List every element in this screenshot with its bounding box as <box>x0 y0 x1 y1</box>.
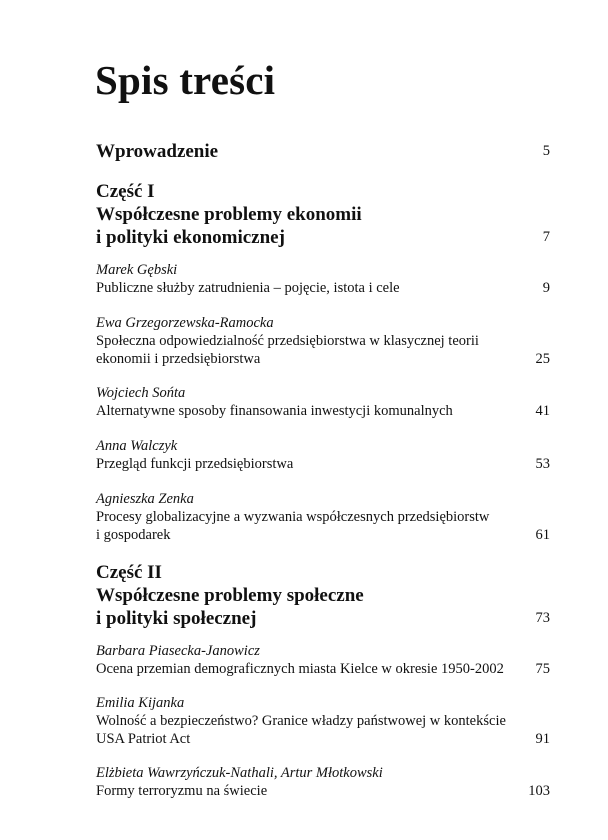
entry-page-number: 103 <box>528 783 550 799</box>
entry-page-number: 53 <box>535 456 550 472</box>
intro-page-number: 5 <box>542 143 550 159</box>
part-label: Część I <box>96 181 155 202</box>
entry-title: Przegląd funkcji przedsiębiorstwa <box>96 456 294 472</box>
entry-author: Barbara Piasecka-Janowicz <box>96 643 260 659</box>
toc-entry[interactable] <box>96 384 550 420</box>
entry-author: Agnieszka Zenka <box>96 491 194 507</box>
entry-title: Publiczne służby zatrudnienia – pojęcie, istota i cele <box>96 280 400 296</box>
toc-entry[interactable] <box>96 261 550 297</box>
entry-title: Procesy globalizacyjne a wyzwania współczesnych przedsiębiorstw <box>96 509 490 525</box>
toc-part-1[interactable] <box>96 180 550 249</box>
toc-entry[interactable] <box>96 764 550 800</box>
entry-title: ekonomii i przedsiębiorstwa <box>96 351 261 367</box>
toc-entry[interactable] <box>96 642 550 678</box>
part-page-number: 73 <box>535 610 550 626</box>
toc-entry[interactable] <box>96 490 550 544</box>
entry-page-number: 25 <box>535 351 550 367</box>
entry-title: i gospodarek <box>96 527 171 543</box>
entry-page-number: 41 <box>535 403 550 419</box>
toc-entry[interactable] <box>96 314 550 368</box>
entry-page-number: 9 <box>542 280 550 296</box>
entry-title: Ocena przemian demograficznych miasta Kielce w okresie 1950-2002 <box>96 661 504 677</box>
entry-title: USA Patriot Act <box>96 731 191 747</box>
entry-page-number: 75 <box>535 661 550 677</box>
toc-entry[interactable] <box>96 694 550 748</box>
part-title-line: i polityki społecznej <box>96 608 257 629</box>
part-label: Część II <box>96 562 162 583</box>
entry-author: Emilia Kijanka <box>96 695 185 711</box>
entry-author: Marek Gębski <box>96 262 178 278</box>
entry-title: Społeczna odpowiedzialność przedsiębiorstwa w klasycznej teorii <box>96 333 479 349</box>
entry-page-number: 61 <box>535 527 550 543</box>
part-page-number: 7 <box>542 229 550 245</box>
entry-author: Elżbieta Wawrzyńczuk-Nathali, Artur Młotkowski <box>96 765 383 781</box>
page-title: Spis treści <box>95 57 276 103</box>
toc-intro[interactable] <box>96 140 550 163</box>
entry-title: Formy terroryzmu na świecie <box>96 783 268 799</box>
part-title-line: Współczesne problemy społeczne <box>96 585 364 606</box>
entry-title: Alternatywne sposoby finansowania inwestycji komunalnych <box>96 403 453 419</box>
toc-part-2[interactable] <box>96 561 550 630</box>
part-title-line: Współczesne problemy ekonomii <box>96 204 362 225</box>
entry-author: Ewa Grzegorzewska-Ramocka <box>96 315 274 331</box>
part-title-line: i polityki ekonomicznej <box>96 227 285 248</box>
entry-author: Wojciech Sońta <box>96 385 186 401</box>
entry-author: Anna Walczyk <box>96 438 178 454</box>
toc-entry[interactable] <box>96 437 550 473</box>
entry-page-number: 91 <box>535 731 550 747</box>
entry-title: Wolność a bezpieczeństwo? Granice władzy państwowej w kontekście <box>96 713 506 729</box>
intro-label: Wprowadzenie <box>96 141 219 162</box>
